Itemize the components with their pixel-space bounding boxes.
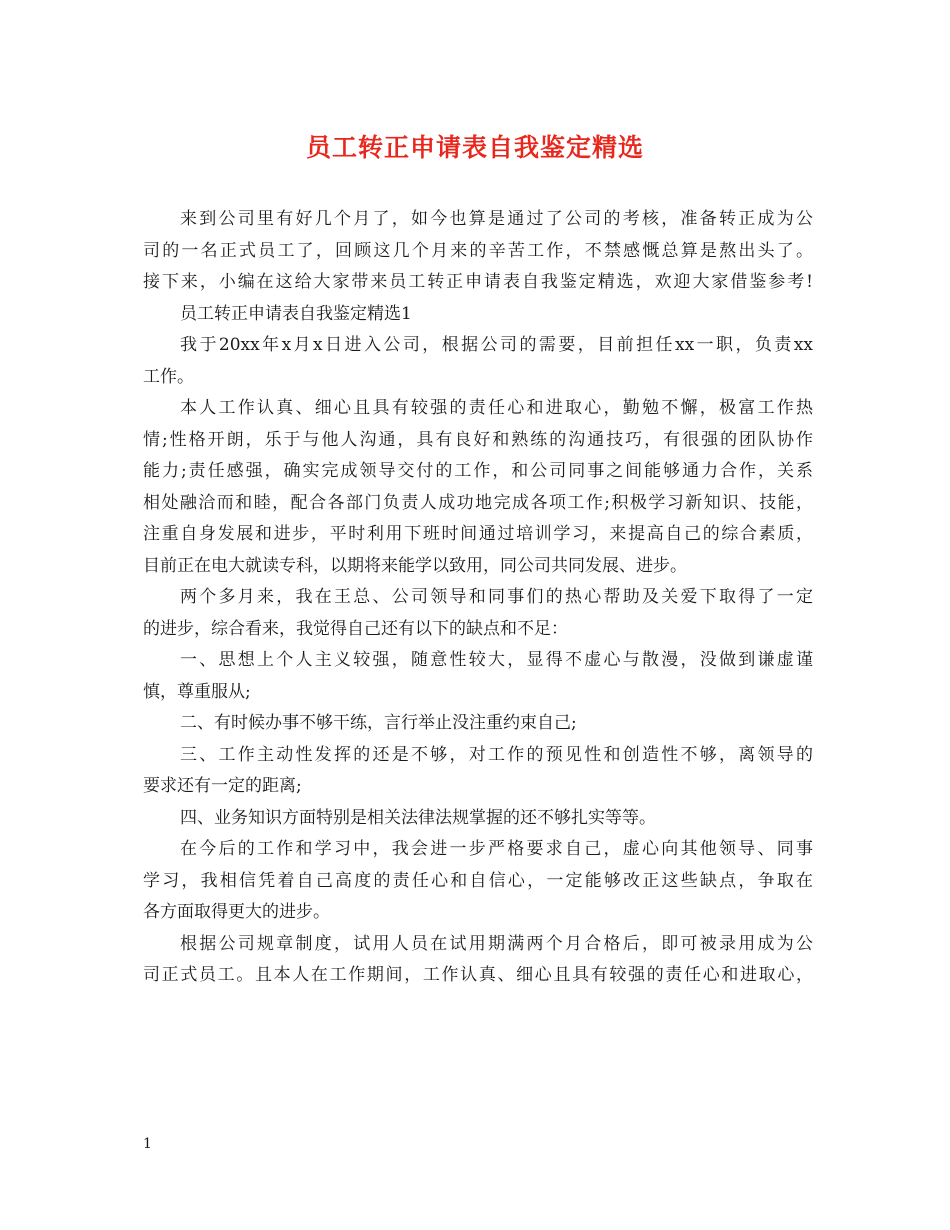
text-line: 根据公司规章制度，试用人员在试用期满两个月合格后，即可被录用成为公 [180, 933, 813, 954]
text-line: 要求还有一定的距离; [143, 776, 302, 796]
text-line: 在今后的工作和学习中，我会进一步严格要求自己，虚心向其他领导、同事 [180, 839, 813, 859]
document-title: 员工转正申请表自我鉴定精选 [305, 133, 644, 162]
text-line: 二、有时候办事不够干练，言行举止没注重约束自己; [180, 713, 577, 733]
text-line: 慎，尊重服从; [143, 681, 251, 702]
text-line: 来到公司里有好几个月了，如今也算是通过了公司的考核，准备转正成为公 [180, 209, 813, 229]
document-body [143, 204, 813, 992]
text-line: 两个多月来，我在王总、公司领导和同事们的热心帮助及关爱下取得了一定 [180, 587, 813, 607]
text-line: 三、工作主动性发挥的还是不够，对工作的预见性和创造性不够，离领导的 [180, 744, 813, 765]
text-line: 司正式员工。且本人在工作期间，工作认真、细心且具有较强的责任心和进取心， [143, 965, 813, 985]
text-line: 工作。 [143, 366, 194, 387]
text-line: 司的一名正式员工了，回顾这几个月来的辛苦工作，不禁感慨总算是熬出头了。 [143, 240, 813, 261]
text-line: 四、业务知识方面特别是相关法律法规掌握的还不够扎实等等。 [180, 807, 656, 828]
text-line: 的进步，综合看来，我觉得自己还有以下的缺点和不足： [143, 618, 568, 639]
text-line: 能力;责任感强，确实完成领导交付的工作，和公司同事之间能够通力合作，关系 [143, 461, 813, 481]
text-line: 注重自身发展和进步，平时利用下班时间通过培训学习，来提高自己的综合素质， [143, 524, 813, 544]
text-line: 相处融洽而和睦，配合各部门负责人成功地完成各项工作;积极学习新知识、技能， [143, 492, 813, 513]
text-line: 各方面取得更大的进步。 [143, 902, 330, 922]
text-line: 本人工作认真、细心且具有较强的责任心和进取心，勤勉不懈，极富工作热 [180, 398, 813, 418]
text-line: 情;性格开朗，乐于与他人沟通，具有良好和熟练的沟通技巧，有很强的团队协作 [143, 429, 813, 450]
text-line: 员工转正申请表自我鉴定精选1 [180, 303, 412, 324]
page-number: 1 [143, 1136, 152, 1152]
text-line: 我于20xx年x月x日进入公司，根据公司的需要，目前担任xx一职，负责xx [180, 335, 813, 355]
text-line: 一、思想上个人主义较强，随意性较大，显得不虚心与散漫，没做到谦虚谨 [180, 650, 813, 670]
text-line: 目前正在电大就读专科，以期将来能学以致用，同公司共同发展、进步。 [143, 555, 687, 576]
text-line: 学习，我相信凭着自己高度的责任心和自信心，一定能够改正这些缺点，争取在 [143, 870, 813, 891]
text-line: 接下来，小编在这给大家带来员工转正申请表自我鉴定精选，欢迎大家借鉴参考! [143, 272, 813, 292]
